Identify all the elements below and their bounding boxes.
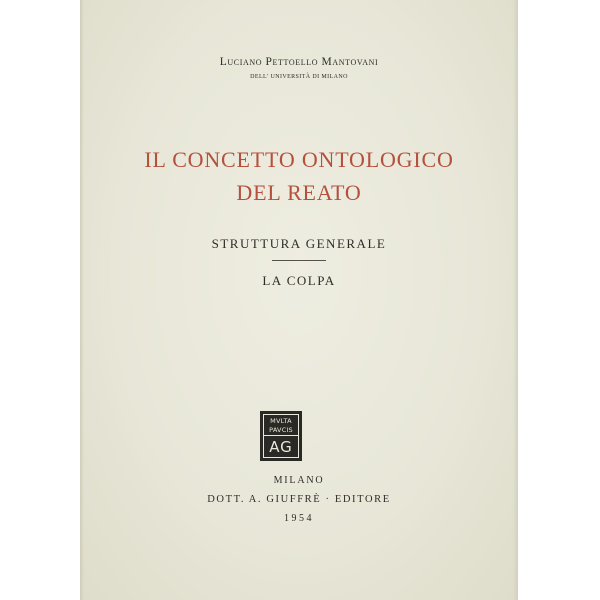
publisher-logo — [260, 411, 302, 461]
logo-divider — [264, 435, 298, 436]
author-name: Luciano Pettoello Mantovani — [219, 56, 379, 68]
publisher-logo-frame — [263, 414, 299, 458]
subtitle-colpa: LA COLPA — [262, 273, 336, 288]
imprint-city: MILANO — [273, 475, 325, 486]
subtitle-structure: STRUTTURA GENERALE — [211, 236, 387, 251]
page-left-edge — [80, 0, 84, 600]
page-right-edge — [513, 0, 518, 600]
logo-motto-line-2: PAVCIS — [269, 426, 293, 434]
book-title-line-1: IL CONCETTO ONTOLOGICO — [144, 147, 454, 172]
author-affiliation: DELL' UNIVERSITÀ DI MILANO — [250, 74, 348, 80]
logo-monogram: AG — [269, 438, 293, 456]
subtitle-divider — [272, 260, 326, 261]
imprint-publisher: DOTT. A. GIUFFRÈ · EDITORE — [207, 494, 391, 505]
logo-motto-line-1: MVLTA — [270, 417, 292, 425]
imprint-year: 1954 — [284, 513, 314, 524]
book-title-line-2: DEL REATO — [236, 180, 362, 205]
title-page — [80, 0, 518, 600]
